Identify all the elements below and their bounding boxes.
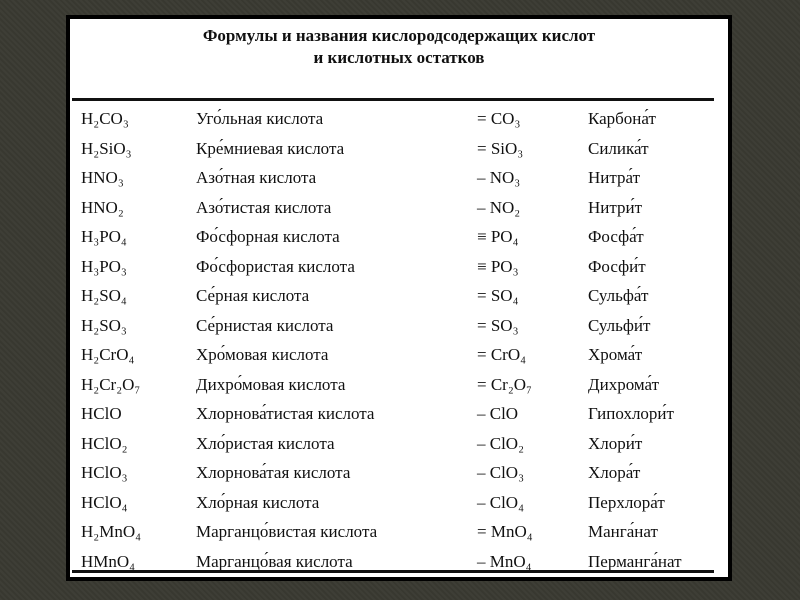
acid-name: Хло́ристая кислота: [196, 433, 335, 453]
slide-frame: [66, 15, 732, 581]
salt-name: Нитри́т: [588, 197, 643, 217]
salt-name: Перхлора́т: [588, 492, 665, 512]
acid-residue: = Cr₂O₇: [477, 374, 532, 394]
table-row: [70, 430, 728, 460]
bottom-rule: [72, 570, 714, 573]
table-sheet: [70, 19, 728, 577]
acid-residue: – ClO: [477, 404, 519, 423]
salt-name: Фосфи́т: [588, 256, 646, 276]
acid-name: Фо́сфористая кислота: [196, 256, 355, 276]
acid-table: [70, 105, 728, 577]
table-row: [70, 489, 728, 519]
salt-name: Хрома́т: [588, 345, 643, 364]
acid-formula: H₂CO₃: [81, 109, 129, 128]
acid-name: Се́рная кислота: [196, 286, 310, 305]
acid-name: Марганцо́вистая кислота: [196, 522, 378, 541]
salt-name: Сульфа́т: [588, 286, 649, 305]
acid-residue: = SO₄: [477, 286, 519, 305]
table-row: [70, 194, 728, 224]
acid-residue: – NO₃: [477, 168, 521, 187]
acid-name: Хло́рная кислота: [196, 492, 320, 512]
acid-formula: HNO₂: [81, 197, 124, 217]
salt-name: Перманга́нат: [588, 551, 682, 571]
acid-name: Хлорнова́тистая кислота: [196, 404, 375, 423]
table-row: [70, 459, 728, 489]
acid-formula: HClO: [81, 404, 122, 423]
acid-name: Азо́тистая кислота: [196, 197, 332, 217]
table-row: [70, 400, 728, 430]
acid-name: Хро́мовая кислота: [196, 345, 329, 364]
salt-name: Хлора́т: [588, 463, 641, 482]
acid-residue: = SO₃: [477, 315, 519, 335]
acid-formula: H₂SO₄: [81, 286, 127, 305]
acid-formula: H₂SiO₃: [81, 138, 132, 158]
salt-name: Дихрома́т: [588, 374, 660, 394]
acid-residue: – NO₂: [477, 197, 521, 217]
acid-formula: HMnO₄: [81, 551, 136, 571]
acid-formula: H₃PO₃: [81, 256, 127, 276]
salt-name: Гипохлори́т: [588, 404, 674, 423]
acid-residue: ≡ PO₃: [477, 256, 519, 276]
top-rule: [72, 98, 714, 101]
salt-name: Хлори́т: [588, 433, 643, 453]
acid-name: Хлорнова́тая кислота: [196, 463, 351, 482]
acid-formula: H₂MnO₄: [81, 522, 142, 541]
acid-formula: HNO₃: [81, 168, 124, 187]
table-row: [70, 135, 728, 165]
acid-residue: = SiO₃: [477, 138, 524, 158]
acid-name: Се́рнистая кислота: [196, 315, 334, 335]
table-row: [70, 312, 728, 342]
acid-name: Уго́льная кислота: [196, 109, 324, 128]
title-line-1: Формулы и названия кислородсодержащих кислот: [202, 26, 596, 45]
table-row: [70, 164, 728, 194]
table-row: [70, 371, 728, 401]
salt-name: Силика́т: [588, 138, 649, 158]
acid-formula: H₂Cr₂O₇: [81, 374, 141, 394]
table-title: [70, 25, 728, 69]
acid-name: Азо́тная кислота: [196, 168, 317, 187]
salt-name: Карбона́т: [588, 109, 656, 128]
acid-residue: – ClO₄: [477, 492, 525, 512]
acid-residue: – ClO₂: [477, 433, 525, 453]
acid-name: Марганцо́вая кислота: [196, 551, 353, 571]
table-row: [70, 518, 728, 548]
salt-name: Нитра́т: [588, 168, 641, 187]
acid-name: Кре́мниевая кислота: [196, 138, 345, 158]
salt-name: Фосфа́т: [588, 227, 644, 246]
table-row: [70, 282, 728, 312]
acid-formula: HClO₄: [81, 492, 128, 512]
acid-formula: HClO₂: [81, 433, 128, 453]
acid-residue: ≡ PO₄: [477, 227, 519, 246]
table-row: [70, 253, 728, 283]
acid-name: Дихро́мовая кислота: [196, 374, 346, 394]
acid-formula: H₂CrO₄: [81, 345, 135, 364]
acid-residue: = CrO₄: [477, 345, 527, 364]
acid-residue: = CO₃: [477, 109, 521, 128]
title-line-2: и кислотных остатков: [313, 48, 485, 67]
acid-residue: = MnO₄: [477, 522, 533, 541]
acid-name: Фо́сфорная кислота: [196, 227, 340, 246]
acid-formula: H₂SO₃: [81, 315, 127, 335]
table-row: [70, 223, 728, 253]
salt-name: Манга́нат: [588, 522, 658, 541]
acid-formula: H₃PO₄: [81, 227, 127, 246]
table-row: [70, 105, 728, 135]
table-row: [70, 341, 728, 371]
salt-name: Сульфи́т: [588, 315, 651, 335]
acid-residue: – ClO₃: [477, 463, 525, 482]
acid-formula: HClO₃: [81, 463, 128, 482]
acid-residue: – MnO₄: [477, 551, 532, 571]
